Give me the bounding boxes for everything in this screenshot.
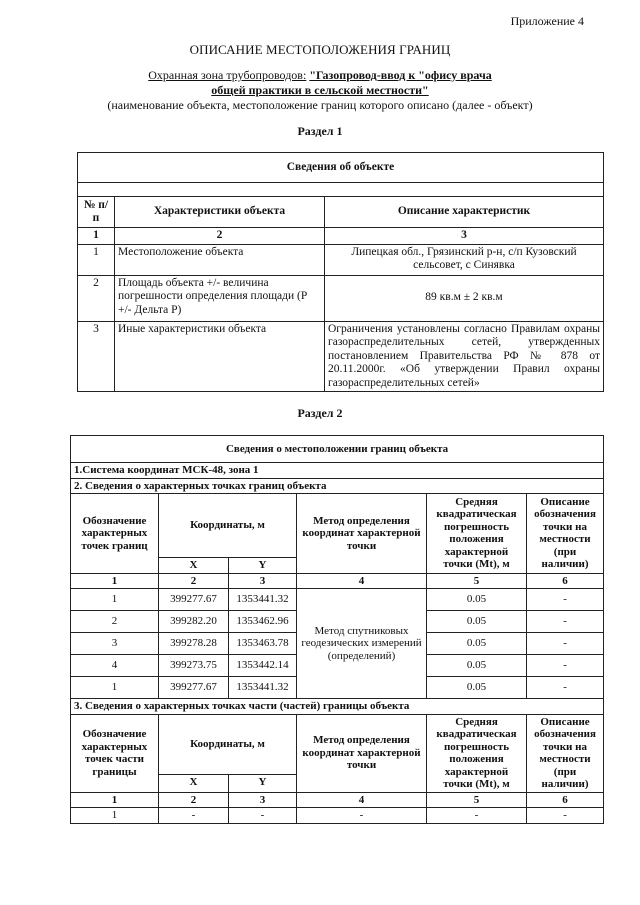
- point-y: 1353462.96: [229, 611, 297, 633]
- header-designation-part: Обозначение характерных точек части границы: [71, 714, 159, 792]
- header-rmse: Средняя квадратическая погрешность положения характерной точки (Mt), м: [427, 714, 527, 792]
- point-id: 1: [71, 677, 159, 699]
- header-description: Описание характеристик: [325, 197, 604, 228]
- point-x: 399273.75: [159, 655, 229, 677]
- header-coords: Координаты, м: [159, 714, 297, 774]
- point-mt: 0.05: [427, 633, 527, 655]
- col-number: 1: [78, 228, 115, 245]
- point-y: 1353442.14: [229, 655, 297, 677]
- col-number: 5: [427, 573, 527, 589]
- point-desc: -: [527, 589, 604, 611]
- row-characteristic: Иные характеристики объекта: [115, 321, 325, 392]
- row-description: Ограничения установлены согласно Правилам охраны газораспределительных сетей, утвержденных постановлением Правительства РФ № 878 от 20.11.2000г. «Об утверждении Правил охраны газораспределительных сетей»: [325, 321, 604, 392]
- document-title: ОПИСАНИЕ МЕСТОПОЛОЖЕНИЯ ГРАНИЦ: [189, 42, 451, 57]
- header-x: X: [159, 774, 229, 792]
- part-point-row: [71, 808, 604, 824]
- row-num: 3: [78, 321, 115, 392]
- table-row: [78, 321, 604, 392]
- col-number: 2: [115, 228, 325, 245]
- spacer-row: [78, 183, 604, 197]
- object-info-table: [77, 152, 604, 392]
- col-number: 3: [325, 228, 604, 245]
- row-num: 2: [78, 275, 115, 321]
- section1-label: Раздел 1: [297, 124, 343, 138]
- appendix-label: Приложение 4: [510, 14, 584, 28]
- col-number: 4: [297, 792, 427, 808]
- col-number: 3: [229, 792, 297, 808]
- table-row: [78, 275, 604, 321]
- point-id: 2: [71, 611, 159, 633]
- point-x: 399282.20: [159, 611, 229, 633]
- col-number: 3: [229, 573, 297, 589]
- part-point-mt: -: [427, 808, 527, 824]
- row-characteristic: Местоположение объекта: [115, 244, 325, 275]
- col-number: 1: [71, 573, 159, 589]
- point-y: 1353441.32: [229, 677, 297, 699]
- col-number: 2: [159, 792, 229, 808]
- row-description: Липецкая обл., Грязинский р-н, с/п Кузовский сельсовет, с Синявка: [325, 244, 604, 275]
- object-name-line2: общей практики в сельской местности": [211, 83, 429, 97]
- object-name-line1: "Газопровод-ввод к "офису врача: [309, 68, 492, 82]
- header-y: Y: [229, 774, 297, 792]
- point-desc: -: [527, 611, 604, 633]
- header-num: № п/п: [78, 197, 115, 228]
- part-point-desc: -: [527, 808, 604, 824]
- header-method: Метод определения координат характерной точки: [297, 714, 427, 792]
- col-number: 1: [71, 792, 159, 808]
- point-id: 3: [71, 633, 159, 655]
- table-row: [78, 244, 604, 275]
- part-point-y: -: [229, 808, 297, 824]
- header-desc: Описание обозначения точки на местности (при наличии): [527, 494, 604, 574]
- header-method: Метод определения координат характерной точки: [297, 494, 427, 574]
- point-x: 399277.67: [159, 677, 229, 699]
- row-description: 89 кв.м ± 2 кв.м: [325, 275, 604, 321]
- header-desc: Описание обозначения точки на местности (при наличии): [527, 714, 604, 792]
- row-num: 1: [78, 244, 115, 275]
- col-number: 5: [427, 792, 527, 808]
- row-characteristic: Площадь объекта +/- величина погрешности определения площади (Р +/- Дельта Р): [115, 275, 325, 321]
- col-number: 2: [159, 573, 229, 589]
- point-row: [71, 589, 604, 611]
- header-y: Y: [229, 558, 297, 574]
- header-x: X: [159, 558, 229, 574]
- point-mt: 0.05: [427, 611, 527, 633]
- point-desc: -: [527, 655, 604, 677]
- header-designation: Обозначение характерных точек границ: [71, 494, 159, 574]
- col-number: 4: [297, 573, 427, 589]
- header-characteristics: Характеристики объекта: [115, 197, 325, 228]
- object-note: (наименование объекта, местоположение границ которого описано (далее - объект): [107, 98, 533, 112]
- point-id: 4: [71, 655, 159, 677]
- point-id: 1: [71, 589, 159, 611]
- part3-title: 3. Сведения о характерных точках части (частей) границы объекта: [71, 699, 604, 715]
- header-coords: Координаты, м: [159, 494, 297, 558]
- method-value: Метод спутниковых геодезических измерений (определений): [297, 589, 427, 699]
- header-rmse: Средняя квадратическая погрешность положения характерной точки (Mt), м: [427, 494, 527, 574]
- part-point-x: -: [159, 808, 229, 824]
- coord-system: 1.Система координат МСК-48, зона 1: [71, 463, 604, 479]
- point-x: 399278.28: [159, 633, 229, 655]
- point-x: 399277.67: [159, 589, 229, 611]
- col-number: 6: [527, 792, 604, 808]
- object-prefix: Охранная зона трубопроводов:: [148, 68, 307, 82]
- part2-title: 2. Сведения о характерных точках границ объекта: [71, 478, 604, 494]
- boundary-table: [70, 435, 604, 824]
- section2-table-title: Сведения о местоположении границ объекта: [71, 436, 604, 463]
- part-point-id: 1: [71, 808, 159, 824]
- point-desc: -: [527, 633, 604, 655]
- point-y: 1353441.32: [229, 589, 297, 611]
- point-desc: -: [527, 677, 604, 699]
- point-mt: 0.05: [427, 589, 527, 611]
- section2-label: Раздел 2: [297, 406, 343, 420]
- object-name-block: [0, 68, 640, 113]
- point-mt: 0.05: [427, 677, 527, 699]
- point-y: 1353463.78: [229, 633, 297, 655]
- section1-table-title: Сведения об объекте: [78, 153, 604, 183]
- part-point-method: -: [297, 808, 427, 824]
- point-mt: 0.05: [427, 655, 527, 677]
- col-number: 6: [527, 573, 604, 589]
